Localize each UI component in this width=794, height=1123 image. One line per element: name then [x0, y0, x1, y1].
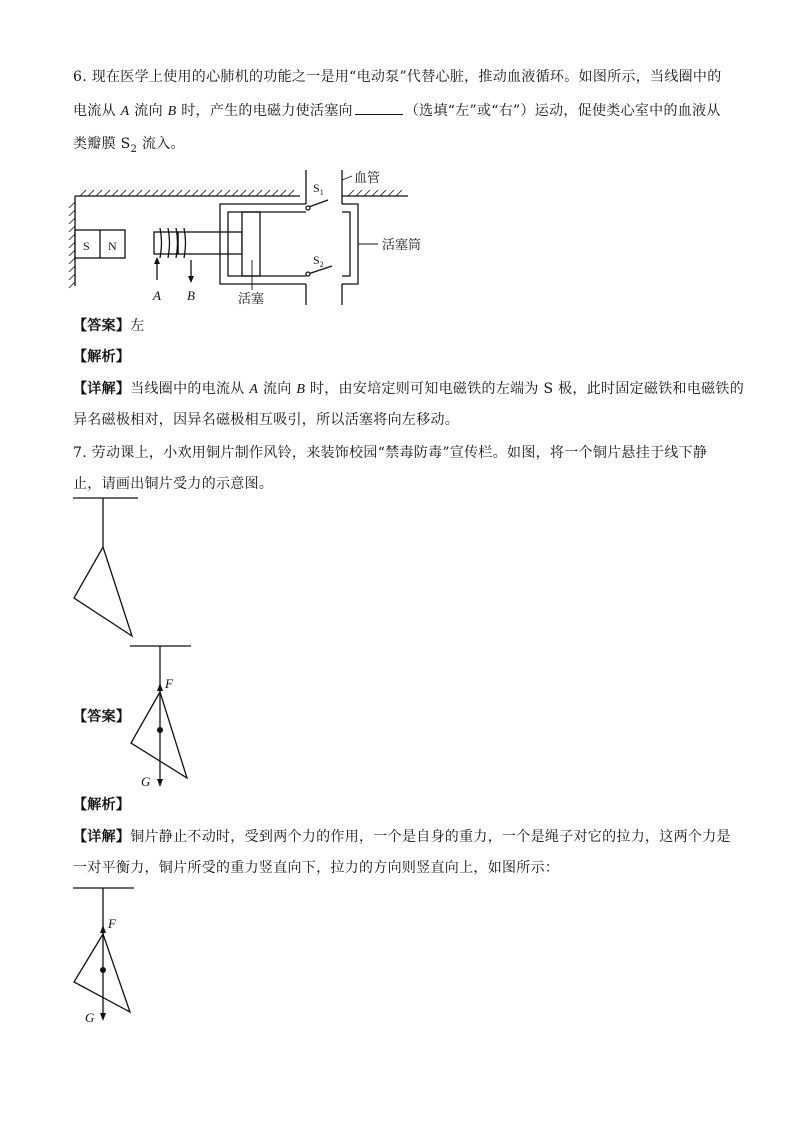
q7-detail-line1	[73, 828, 731, 846]
force-g-label: G	[85, 1010, 95, 1025]
current-a-label: A	[153, 288, 161, 303]
force-g-label: G	[141, 774, 151, 789]
q6-pump-figure	[60, 160, 440, 310]
q6-detail-text: 时，由安培定则可知电磁铁的左端为 S 极，此时固定磁铁和电磁铁的	[305, 381, 745, 397]
q6-text: （选填“左”或“右”）运动，促使类心室中的血液从	[404, 103, 721, 119]
q7-text-line1: 7. 劳动课上，小欢用铜片制作风铃，来装饰校园“禁毒防毒”宣传栏。如图，将一个铜片悬挂于线下静	[73, 445, 708, 461]
q7-answer-figure	[125, 640, 205, 795]
piston-label: 活塞	[238, 291, 265, 306]
current-b-label: B	[187, 288, 195, 303]
vessel-label: 血管	[354, 170, 381, 185]
q7-analysis-tag	[73, 796, 130, 814]
q7-answer-tag	[73, 708, 130, 726]
label-b: B	[167, 104, 177, 119]
force-f-label: F	[165, 676, 173, 691]
q6-text-line3	[73, 135, 185, 159]
label-b: B	[296, 382, 306, 397]
q6-text: 时，产生的电磁力使活塞向	[176, 103, 353, 119]
analysis-tag: 【解析】	[73, 349, 131, 365]
q7-detail-figure	[70, 882, 150, 1027]
valve-s1-label	[313, 181, 324, 197]
label-a: A	[249, 382, 259, 397]
q6-text: 电流从	[73, 103, 121, 119]
q6-detail-text: 流向	[258, 381, 297, 397]
q6-text-line1: 6. 现在医学上使用的心肺机的功能之一是用“电动泵”代替心脏，推动血液循环。如图所示，当线圈中的	[73, 69, 722, 85]
q7-detail-line2: 一对平衡力，铜片所受的重力竖直向下，拉力的方向则竖直向上，如图所示：	[73, 860, 560, 876]
q6-text: 流入。	[137, 136, 185, 152]
q6-detail-line1	[73, 380, 744, 399]
q7-detail-text: 铜片静止不动时，受到两个力的作用，一个是自身的重力，一个是绳子对它的拉力，这两个力是	[130, 829, 731, 845]
detail-tag: 【详解】	[73, 381, 131, 397]
magnet-s-label: S	[83, 239, 90, 253]
q6-detail-line2: 异名磁极相对，因异名磁极相互吸引，所以活塞将向左移动。	[73, 412, 460, 428]
q6-analysis-tag	[73, 348, 130, 366]
answer-blank[interactable]	[355, 101, 403, 115]
magnet-n-label: N	[108, 239, 117, 253]
q6-text: 流向	[129, 103, 168, 119]
valve-s2-label	[313, 253, 324, 269]
subscript: 1	[319, 188, 324, 197]
answer-tag: 【答案】	[73, 318, 131, 334]
subscript: 2	[130, 143, 138, 155]
s-label: S	[313, 181, 320, 195]
s-label: S	[313, 253, 320, 267]
answer-value: 左	[130, 318, 145, 334]
force-f-label: F	[108, 916, 116, 931]
q7-question-figure	[70, 495, 150, 640]
q6-answer	[73, 317, 145, 335]
q7-text-line2: 止，请画出铜片受力的示意图。	[73, 476, 274, 492]
analysis-tag: 【解析】	[73, 797, 131, 813]
q6-text: 类瓣膜 S	[73, 136, 131, 152]
detail-tag: 【详解】	[73, 829, 131, 845]
q6-text-line2	[73, 101, 721, 121]
cylinder-label: 活塞筒	[382, 237, 422, 252]
label-a: A	[120, 104, 130, 119]
answer-tag: 【答案】	[73, 709, 131, 725]
subscript: 2	[319, 260, 324, 269]
q6-detail-text: 当线圈中的电流从	[130, 381, 250, 397]
